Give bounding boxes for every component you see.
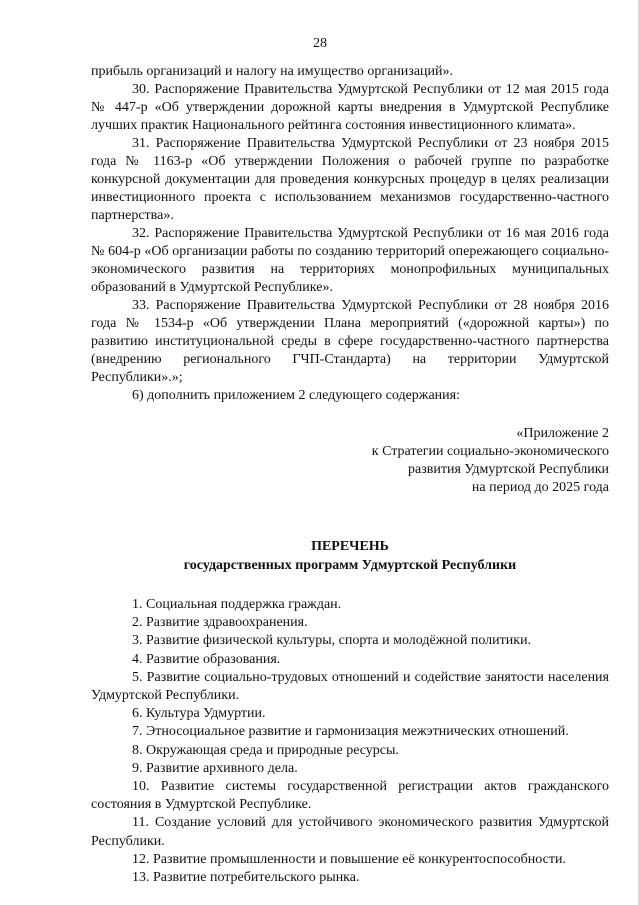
list-item: 2. Развитие здравоохранения. xyxy=(132,615,308,631)
paragraph-item-31: 31. Распоряжение Правительства Удмуртской Республики от 23 ноября 2015 года № 1163-р «Об утверждении Положения о рабочей группе по разработке конкурсной документации для проведения конкурсных процедур в целях реализации инвестиционного проекта с использованием механизмов государственно-частного партнерства». xyxy=(91,136,609,223)
list-item: 6. Культура Удмуртии. xyxy=(132,706,266,722)
list-item: 11. Создание условий для устойчивого экономического развития Удмуртской Республики. xyxy=(91,815,609,849)
appendix-line: к Стратегии социально-экономического xyxy=(371,444,609,459)
list-title: ПЕРЕЧЕНЬ xyxy=(311,539,389,554)
appendix-line: развития Удмуртской Республики xyxy=(408,462,609,477)
list-item: 13. Развитие потребительского рынка. xyxy=(132,870,360,886)
paragraph-amendment-6: 6) дополнить приложением 2 следующего содержания: xyxy=(132,388,460,403)
document-body xyxy=(91,63,609,887)
list-item: 5. Развитие социально-трудовых отношений и содействие занятости населения Удмуртской Республики. xyxy=(91,669,609,704)
list-heading xyxy=(91,537,609,575)
list-item: 3. Развитие физической культуры, спорта и молодёжной политики. xyxy=(132,633,532,649)
paragraph-item-32: 32. Распоряжение Правительства Удмуртской Республики от 16 мая 2016 года № 604-р «Об организации работы по созданию территорий опережающего социально-экономического развития на территориях монопрофильных муниципальных образований в Удмуртской Республике». xyxy=(91,226,609,295)
appendix-line: на период до 2025 года xyxy=(471,480,609,495)
paragraph-continuation: прибыль организаций и налогу на имущество организаций». xyxy=(91,64,454,79)
paragraph-item-30: 30. Распоряжение Правительства Удмуртской Республики от 12 мая 2015 года № 447-р «Об утверждении дорожной карты внедрения в Удмуртской Республике лучших практик Национального рейтинга состояния инвестиционного климата». xyxy=(91,82,609,133)
list-item: 4. Развитие образования. xyxy=(132,651,281,667)
list-item: 8. Окружающая среда и природные ресурсы. xyxy=(132,742,399,758)
list-item: 9. Развитие архивного дела. xyxy=(132,760,298,776)
appendix-header xyxy=(91,425,609,497)
list-item: 1. Социальная поддержка граждан. xyxy=(132,597,342,612)
paragraph-item-33: 33. Распоряжение Правительства Удмуртской Республики от 28 ноября 2016 года № 1534-р «Об утверждении Плана мероприятий («дорожной карты») по развитию институциональной среды в сфере государственно-частного партнерства (внедрению регионального ГЧП-Стандарта) на территории Удмуртской Республики».»; xyxy=(91,298,609,385)
page-number: 28 xyxy=(313,36,327,51)
list-subtitle: государственных программ Удмуртской Республики xyxy=(183,558,517,573)
list-item: 10. Развитие системы государственной регистрации актов гражданского состояния в Удмуртской Республике. xyxy=(91,779,609,813)
program-list xyxy=(91,596,609,887)
list-item: 7. Этносоциальное развитие и гармонизация межэтнических отношений. xyxy=(132,724,569,740)
list-item: 12. Развитие промышленности и повышение её конкурентоспособности. xyxy=(132,851,566,867)
appendix-line: «Приложение 2 xyxy=(516,426,609,441)
